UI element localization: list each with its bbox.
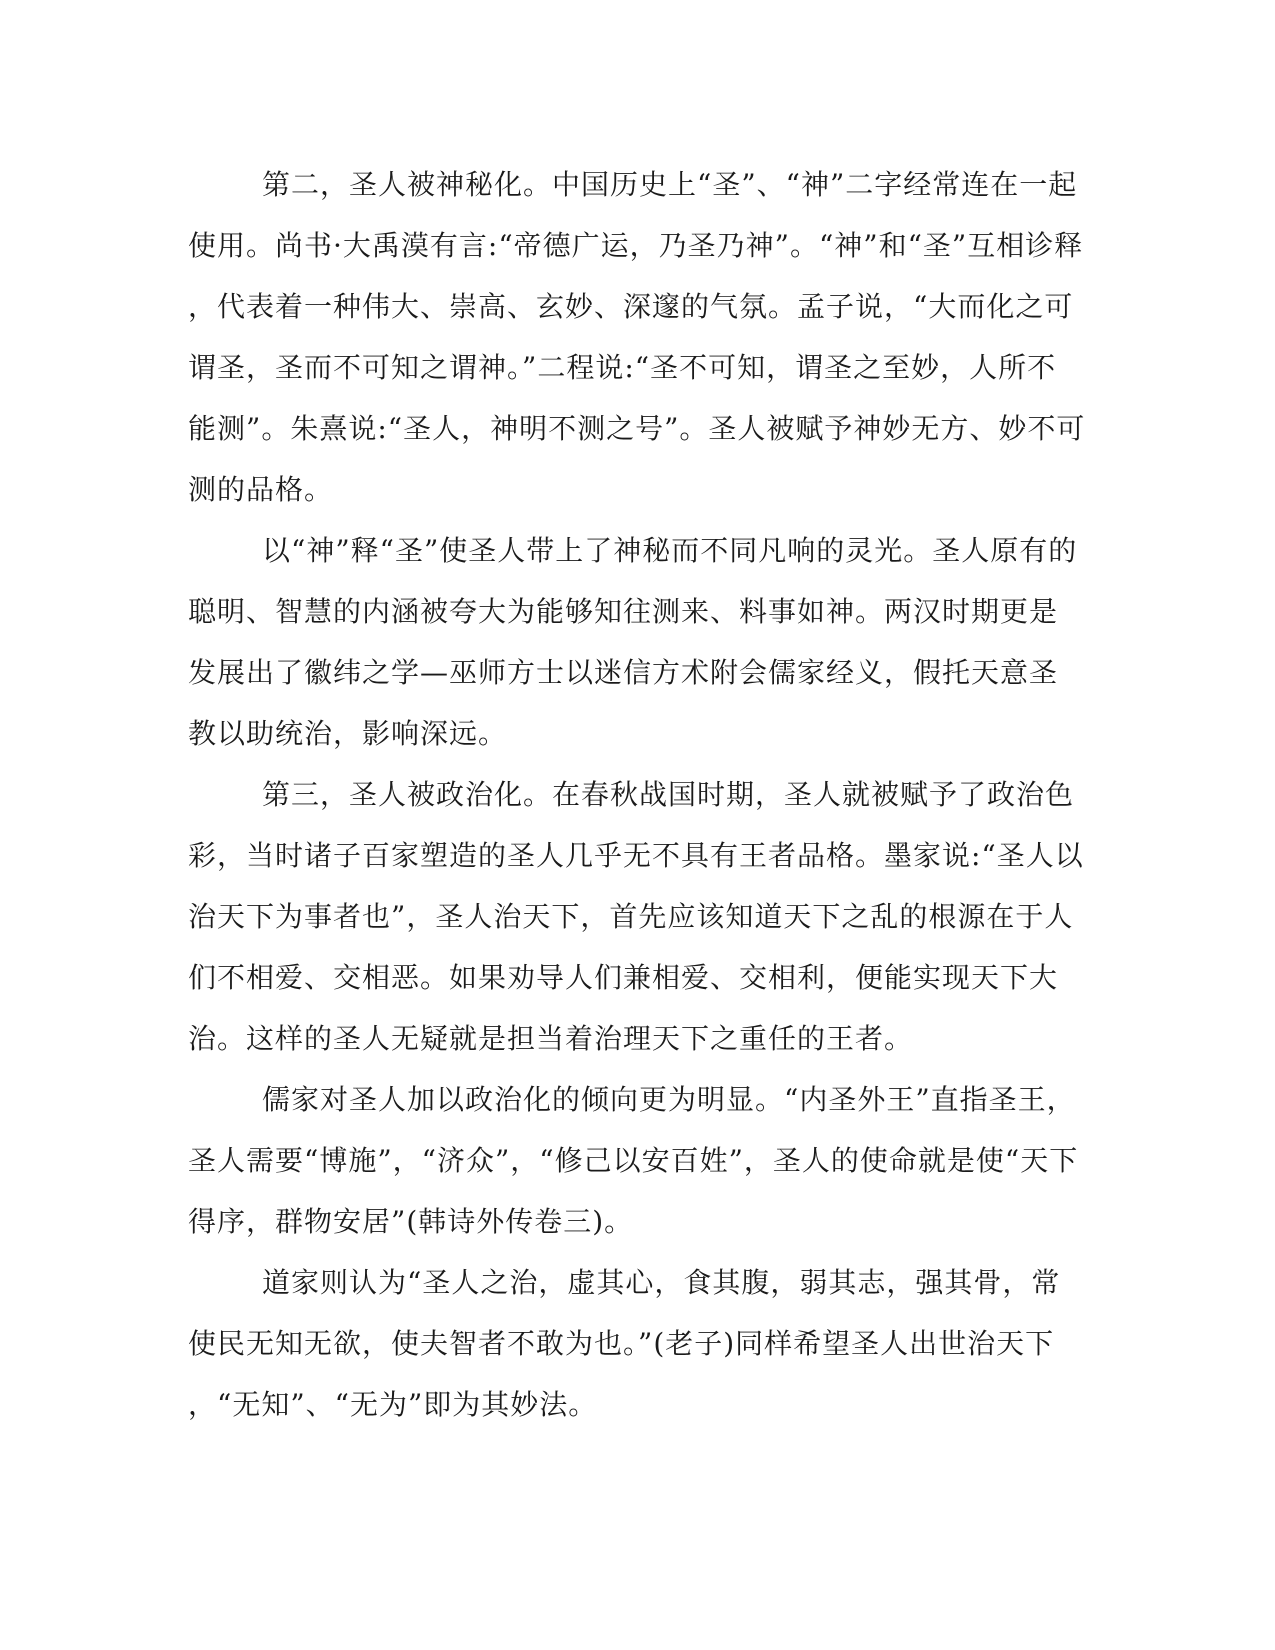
text-line: 使民无知无欲，使夫智者不敢为也。”(老子)同样希望圣人出世治天下 — [188, 1327, 1055, 1360]
text-line: 第二，圣人被神秘化。中国历史上“圣”、“神”二字经常连在一起 — [262, 168, 1078, 201]
text-line: ，代表着一种伟大、崇高、玄妙、深邃的气氛。孟子说，“大而化之可 — [188, 290, 1074, 323]
text-line: 测的品格。 — [188, 473, 334, 506]
text-line: ，“无知”、“无为”即为其妙法。 — [188, 1388, 598, 1421]
text-line: 第三，圣人被政治化。在春秋战国时期，圣人就被赋予了政治色 — [262, 778, 1075, 811]
paragraph-confucian-view — [188, 1069, 1079, 1252]
text-line: 治。这样的圣人无疑就是担当着治理天下之重任的王者。 — [188, 1022, 914, 1055]
text-line: 聪明、智慧的内涵被夸大为能够知往测来、料事如神。两汉时期更是 — [188, 595, 1059, 628]
text-line: 能测”。朱熹说:“圣人，神明不测之号”。圣人被赋予神妙无方、妙不可 — [188, 412, 1086, 445]
text-line: 圣人需要“博施”，“济众”，“修己以安百姓”，圣人的使命就是使“天下 — [188, 1144, 1079, 1177]
text-line: 使用。尚书·大禹漠有言:“帝德广运，乃圣乃神”。“神”和“圣”互相诊释 — [188, 229, 1084, 262]
paragraph-sages-mystified — [188, 154, 1086, 520]
text-line: 道家则认为“圣人之治，虚其心，食其腹，弱其志，强其骨，常 — [262, 1266, 1061, 1299]
document-body — [188, 154, 1086, 1435]
paragraph-daoist-view — [188, 1252, 1068, 1435]
text-line: 治天下为事者也”，圣人治天下，首先应该知道天下之乱的根源在于人 — [188, 900, 1074, 933]
text-line: 们不相爱、交相恶。如果劝导人们兼相爱、交相利，便能实现天下大 — [188, 961, 1059, 994]
text-line: 谓圣，圣而不可知之谓神。”二程说:“圣不可知，谓圣之至妙，人所不 — [188, 351, 1057, 384]
text-line: 教以助统治，影响深远。 — [188, 717, 508, 750]
paragraph-divine-aura — [188, 520, 1078, 764]
text-line: 彩，当时诸子百家塑造的圣人几乎无不具有王者品格。墨家说:“圣人以 — [188, 839, 1084, 872]
text-line: 以“神”释“圣”使圣人带上了神秘而不同凡响的灵光。圣人原有的 — [262, 534, 1078, 567]
text-line: 得序，群物安居”(韩诗外传卷三)。 — [188, 1205, 634, 1238]
paragraph-sages-politicized — [188, 764, 1084, 1069]
text-line: 发展出了徽纬之学—巫师方士以迷信方术附会儒家经义，假托天意圣 — [188, 656, 1059, 689]
text-line: 儒家对圣人加以政治化的倾向更为明显。“内圣外王”直指圣王， — [262, 1083, 1076, 1116]
